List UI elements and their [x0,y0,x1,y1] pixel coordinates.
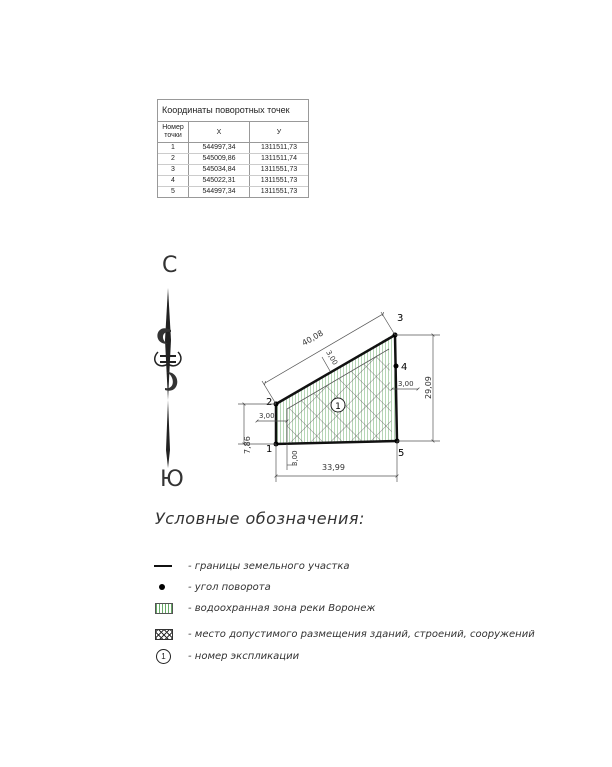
legend-text-water-zone: - водоохранная зона реки Воронеж [188,602,376,614]
compass-south-label: Ю [160,467,184,492]
cell-number: 1 [158,143,189,153]
vertical-hatch-icon [150,600,180,616]
dim-side-2-3: 40,08 [300,328,325,348]
vertex-3-label: 3 [397,313,404,324]
legend-item-vertex [150,579,271,595]
cell-number: 2 [158,154,189,164]
cell-number: 4 [158,176,189,186]
legend-title: Условные обозначения: [155,509,365,528]
legend-item-buildable [150,626,535,642]
legend-item-explication [150,648,299,664]
vertex-2-label: 2 [266,397,273,408]
compass [155,253,184,492]
cell-x: 544997,34 [189,143,250,153]
vertex-1-label: 1 [266,444,273,455]
legend-item-water-zone [150,600,375,616]
dim-offset-left: 3,00 [259,412,275,420]
legend-text-vertex: - угол поворота [188,581,271,593]
compass-north-label: С [162,253,178,278]
vertex-4-label: 4 [401,362,408,373]
dim-height-right: 29,09 [424,376,433,399]
cell-number: 3 [158,165,189,175]
compass-arrow-icon [155,288,181,468]
vertex-5-label: 5 [398,448,405,459]
vertex-dot-icon [150,579,180,595]
explication-number: 1 [335,402,341,412]
dim-offset-bottom: 3,00 [291,450,299,466]
cross-hatch-icon [150,626,180,642]
cell-y: 1311551,73 [260,188,298,195]
cell-y: 1311551,73 [260,177,298,184]
header-number: Номер точки [158,122,189,142]
header-y: У [276,128,282,136]
dim-width-bottom: 33,99 [322,463,345,472]
legend-text-explication: - номер экспликации [188,650,300,662]
table-title: Координаты поворотных точек [158,100,308,122]
legend-item-boundary [150,558,350,574]
cell-x: 545034,84 [189,165,250,175]
legend-text-buildable: - место допустимого размещения зданий, строений, сооружений [188,628,535,640]
legend-text-boundary: - границы земельного участка [188,560,350,572]
header-x: X [189,122,250,142]
cell-x: 545009,86 [189,154,250,164]
cell-x: 545022,31 [189,176,250,186]
cell-y: 1311551,73 [260,166,298,173]
cell-number: 5 [158,187,189,197]
cell-y: 1311511,73 [261,144,297,151]
circle-number-icon: 1 [150,648,180,664]
dim-offset-diag: 3,00 [324,349,339,367]
land-plot [266,313,407,459]
vertex-4 [394,364,399,369]
cell-y: 1311511,74 [261,155,297,162]
dim-offset-right: 3,00 [398,380,414,388]
cell-x: 544997,34 [189,187,250,197]
boundary-line-icon [150,558,180,574]
dim-height-left: 7,86 [243,436,252,454]
